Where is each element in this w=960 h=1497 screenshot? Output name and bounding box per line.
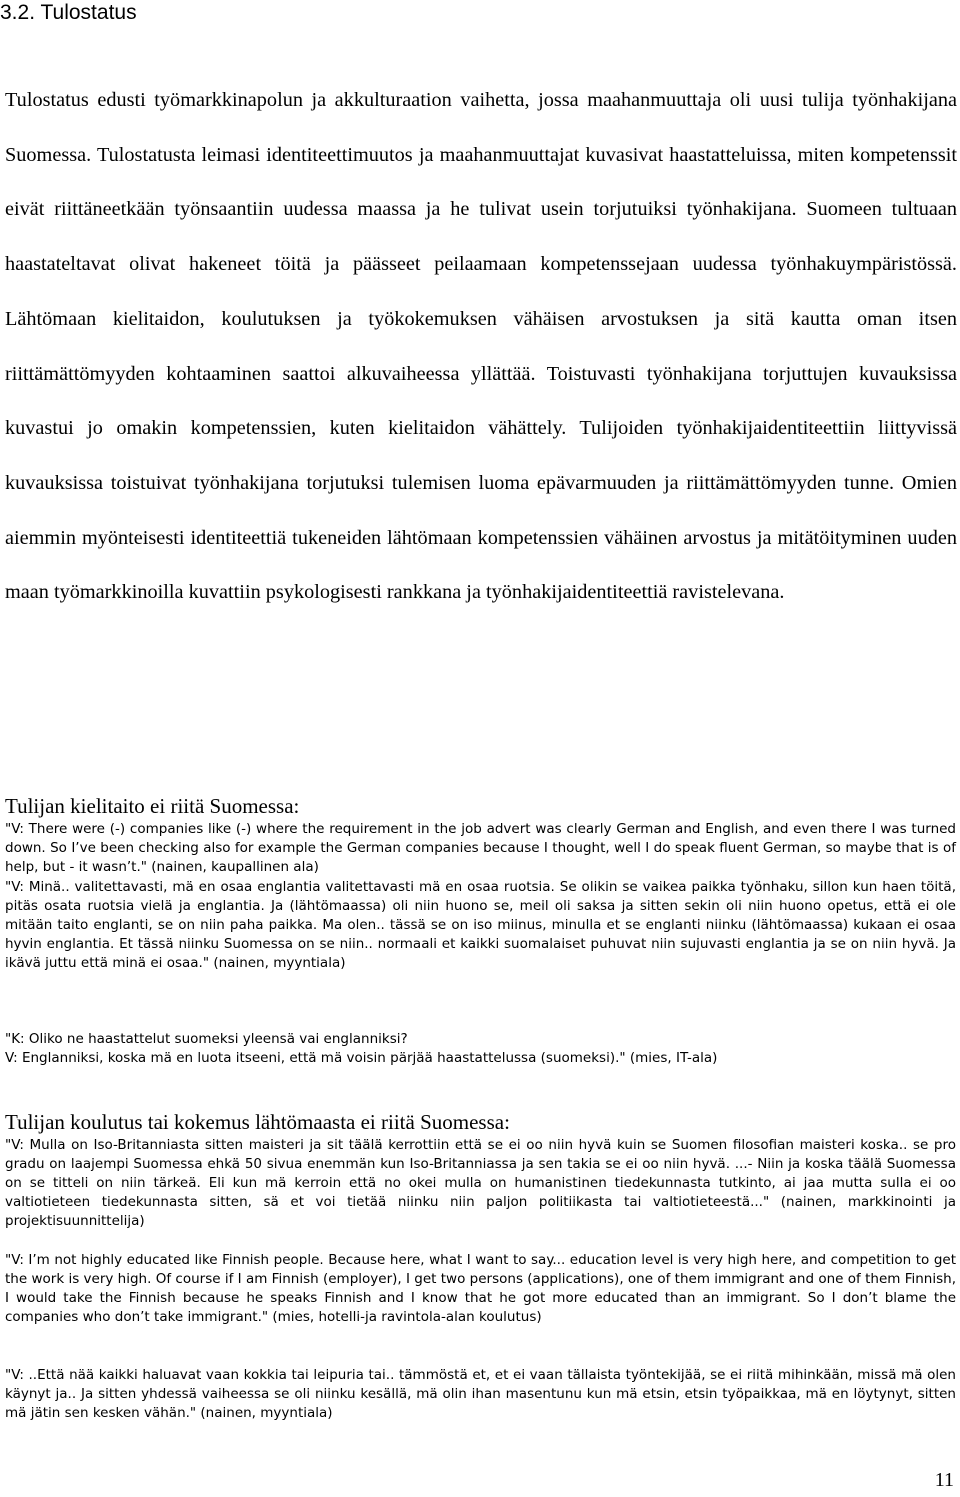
page-number: 11	[934, 1469, 954, 1491]
quote-maisteri: "V: Mulla on Iso-Britanniasta sitten maisteri ja sit täälä kerrottiin että se ei oo niin hyvä kuin se Suomen filosofian maisteri koska.. se pro gradu on laajempi Suomessa ehkä 50 sivua enemmän kun Iso-Britanniassa ja sen takia se ei oo niin hyvä. ...- Niin ja koska täälä Suomessa on se titteli on niin tärkeä. Eli kun mä kerroin että no okei mulla on humanistinen tiedekunnasta tutkinto, ai jaa mutta sulla ei oo valtiotieteen tiedekunnasta sitten, sä et voi tietää niinku niin paljon politiikasta tai valtiotieteestä..." (nainen, markkinointi ja projektisuunnittelija)	[5, 1137, 956, 1230]
quote-haastattelut-kieli: "K: Oliko ne haastattelut suomeksi yleensä vai englanniksi? V: Englanniksi, koska mä en luota itseeni, että mä voisin pärjää haastattelussa (suomeksi)." (mies, IT-ala)	[5, 1031, 718, 1067]
subheading-koulutus-kokemus: Tulijan koulutus tai kokemus lähtömaasta ei riitä Suomessa:	[5, 1110, 510, 1134]
quote-englanti-ruotsi: "V: Minä.. valitettavasti, mä en osaa englantia valitettavasti mä en osaa ruotsia. Se olikin se vaikea paikka työnhaku, sillon kun haen töitä, pitäs osata ruotsia vielä ja englantia. Ja (lähtömaassa) oli niin huono se, meil oli saksa ja sitten sekin oli niin huono opetus, että ei ole mitään taito englanti, se on niin paha paikka. Ma olen.. tässä se on iso miinus, minulla et se englanti niinku (lähtömaassa) kukaan ei osaa hyvin englantia. Et tässä niinku Suomessa on se niin.. normaali et kaikki suomalaiset puhuvat niin sujuvasti englantia ja se on niin hyvä. Ja ikävä juttu että minä ei osaa." (nainen, myyntiala)	[5, 879, 956, 972]
section-heading-tulostatus: 3.2. Tulostatus	[0, 1, 137, 24]
subheading-kielitaito: Tulijan kielitaito ei riitä Suomessa:	[5, 794, 300, 818]
quote-not-highly-educated: "V: I’m not highly educated like Finnish people. Because here, what I want to say... education level is very high here, and competition to get the work is very high. Of course if I am Finnish (employer), I get two persons (applications), one of them immigrant and one of them Finnish, I would take the Finnish because he speaks Finnish and I know that he got more educated than an immigrant. So I don’t blame the companies who don’t take immigrant." (mies, hotelli-ja ravintola-alan koulutus)	[5, 1252, 956, 1326]
quote-german-companies: "V: There were (-) companies like (-) where the requirement in the job advert was clearly German and English, and even there I was turned down. So I’ve been checking also for example the German companies because I thought, well I do speak fluent German, so maybe that is of help, but - it wasn’t." (nainen, kaupallinen ala)	[5, 821, 956, 876]
body-paragraph: Tulostatus edusti työmarkkinapolun ja akkulturaation vaihetta, jossa maahanmuuttaja oli uusi tulija työnhakijana Suomessa. Tulostatusta leimasi identiteettimuutos ja maahanmuuttajat kuvasivat haastatteluissa, miten kompetenssit eivät riittäneetkään työnsaantiin uudessa maassa ja he tulivat usein torjutuiksi työnhakijana. Suomeen tultuaan haastateltavat olivat hakeneet töitä ja päässeet peilaamaan kompetenssejaan uudessa työnhakuympäristössä. Lähtömaan kielitaidon, koulutuksen ja työkokemuksen vähäisen arvostuksen ja sitä kautta oman itsen riittämättömyyden kohtaaminen saattoi alkuvaiheessa yllättää. Toistuvasti työnhakijana torjuttujen kuvauksissa kuvastui jo omakin kompetenssien, kuten kielitaidon vähättely. Tulijoiden työnhakijaidentiteettiin liittyvissä kuvauksissa toistuivat työnhakijana torjutuksi tulemisen luoma epävarmuuden ja riittämättömyyden tunne. Omien aiemmin myönteisesti identiteettiä tukeneiden lähtömaan kompetenssien vähäinen arvostus ja mitätöityminen uuden maan työmarkkinoilla kuvattiin psykologisesti rankkana ja työnhakijaidentiteettiä ravistelevana.	[5, 89, 957, 604]
quote-kokki-leipuri: "V: ..Että nää kaikki haluavat vaan kokkia tai leipuria tai.. tämmöstä et, et ei vaan tällaista työntekijää, se ei riitä mihinkään, missä mä olen käynyt ja.. Ja sitten yhdessä vaiheessa se oli niinku kesällä, mä olin ihan masentunu kun mä etsin, etsin työpaikkaa, mä en löytynyt, sitten mä jätin sen kesken vähän." (nainen, myyntiala)	[5, 1367, 956, 1422]
